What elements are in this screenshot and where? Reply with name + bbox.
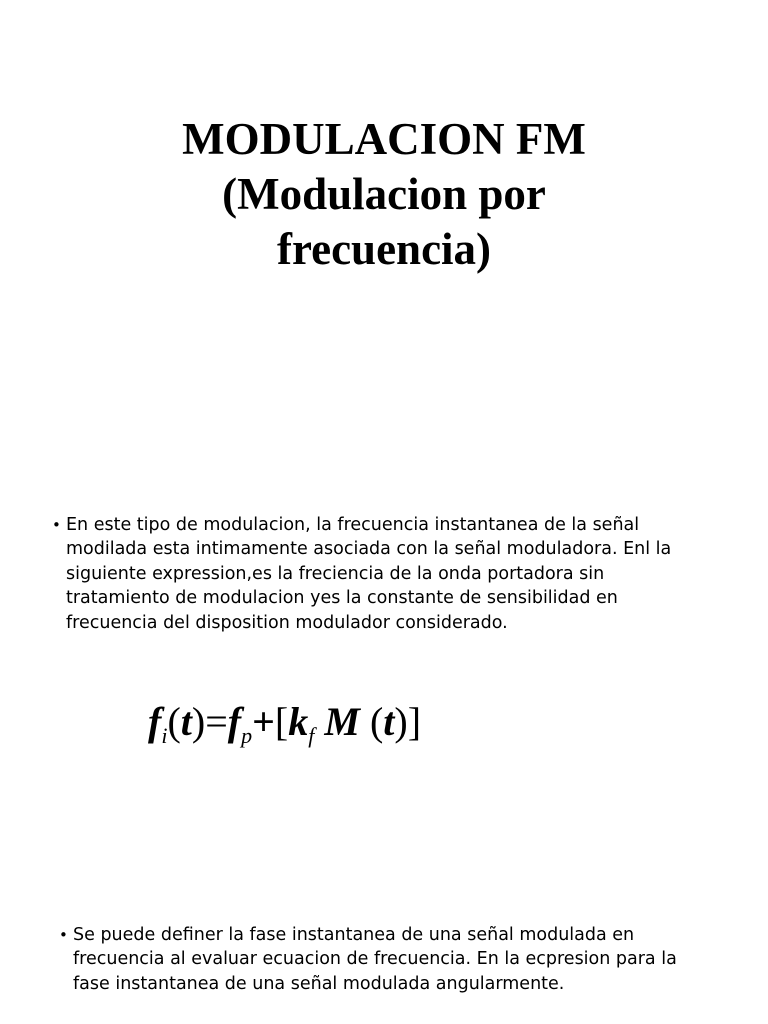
bullet-dot-icon: • [59, 926, 68, 944]
bullet-text-line: siguiente expression,es la freciencia de la onda portadora sin [66, 563, 605, 584]
eq-sub-i: i [161, 723, 168, 748]
eq-rparen: ) [191, 699, 206, 744]
bullet-text-line: modilada esta intimamente asociada con la señal moduladora. Enl la [66, 539, 672, 560]
eq-k: k [288, 699, 309, 744]
eq-lparen: ( [167, 699, 181, 744]
eq-equals: = [205, 699, 228, 744]
slide-title [0, 112, 768, 277]
title-line-1: MODULACION FM [182, 114, 586, 164]
bullet-text-line: frecuencia al evaluar ecuacion de frecuencia. En la ecpresion para la [73, 949, 677, 970]
eq-rparen2: ) [394, 699, 408, 744]
eq-f: f [148, 699, 162, 744]
eq-f2: f [227, 699, 242, 744]
eq-lbracket: [ [274, 699, 289, 744]
bullet-text-line: Se puede definer la fase instantanea de una señal modulada en [73, 925, 635, 945]
eq-rbracket: ] [407, 699, 422, 744]
title-line-3: frecuencia) [276, 224, 492, 274]
eq-plus: + [252, 699, 275, 744]
bullet-text-line: frecuencia del disposition modulador considerado. [66, 612, 508, 633]
eq-sub-f: f [308, 723, 315, 748]
bullet-text-line: fase instantanea de una señal modulada angularmente. [73, 973, 565, 994]
bullet-point-phase [59, 923, 753, 996]
frequency-equation [148, 692, 628, 752]
bullet-dot-icon: • [52, 516, 61, 534]
eq-sub-p: p [241, 723, 253, 748]
title-line-2: (Modulacion por [222, 169, 546, 219]
eq-lparen2: ( [369, 699, 384, 744]
eq-t: t [180, 699, 192, 744]
eq-t2: t [383, 699, 395, 744]
bullet-point-frequency [52, 513, 746, 635]
bullet-text-line: En este tipo de modulacion, la frecuencia instantanea de la señal [66, 515, 640, 535]
eq-M: M [324, 699, 360, 744]
bullet-text-line: tratamiento de modulacion yes la constante de sensibilidad en [66, 588, 618, 609]
